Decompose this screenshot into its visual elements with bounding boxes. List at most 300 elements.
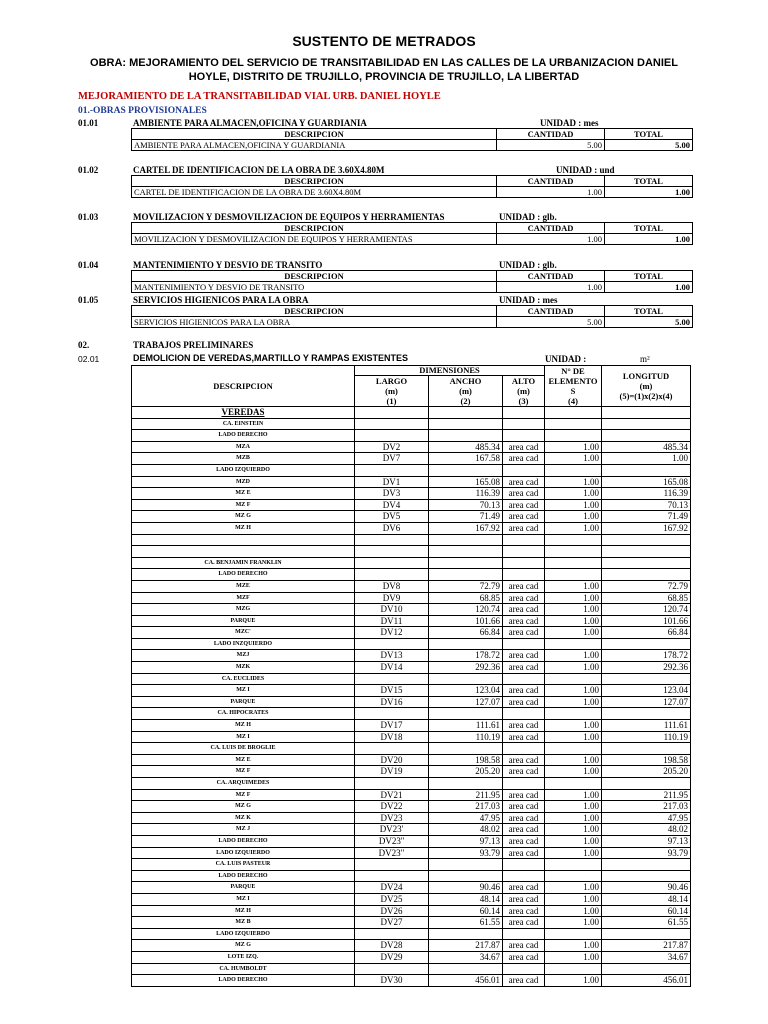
empty-cell [132,534,355,546]
empty-cell [355,407,429,419]
row-label: MZE [132,580,355,592]
section-code: 02. [78,340,90,350]
empty-cell [503,418,545,430]
row-largo: DV2 [355,441,429,453]
empty-cell [355,418,429,430]
row-label: MZG [132,604,355,616]
unit-value: glb. [542,260,557,270]
empty-cell [429,743,503,755]
row-longitud: 127.07 [602,696,691,708]
row-label: LADO IZQUIERDO [132,847,355,859]
row-ancho: 217.03 [429,801,503,813]
table-row [132,662,691,674]
row-largo: DV21 [355,789,429,801]
row-ancho: 116.39 [429,488,503,500]
empty-cell [503,870,545,882]
table-row [132,754,691,766]
item-table [131,175,693,198]
item-code: 01.01 [78,118,99,128]
empty-cell [429,859,503,871]
row-label: MZ F [132,789,355,801]
row-alto: area cad [503,476,545,488]
empty-cell [355,534,429,546]
row-label: MZ E [132,488,355,500]
empty-cell [429,673,503,685]
table-row [132,488,691,500]
empty-cell [545,638,602,650]
row-ancho: 178.72 [429,650,503,662]
row-largo: DV27 [355,917,429,929]
table-row [132,905,691,917]
row-ancho: 110.19 [429,731,503,743]
row-longitud: 66.84 [602,627,691,639]
longitud-formula: (5)=(1)x(2)x(4) [619,391,673,401]
empty-cell [545,430,602,442]
row-largo: DV8 [355,580,429,592]
row-label: MZ G [132,940,355,952]
row-elementos: 1.00 [545,453,602,465]
row-longitud: 97.13 [602,835,691,847]
empty-cell [503,557,545,569]
row-label: MZ I [132,731,355,743]
row-ancho: 123.04 [429,685,503,697]
row-elementos: 1.00 [545,580,602,592]
row-ancho: 167.92 [429,522,503,534]
row-largo: DV23 [355,812,429,824]
header-cantidad: CANTIDAD [497,129,605,140]
row-longitud: 178.72 [602,650,691,662]
row-longitud: 71.49 [602,511,691,523]
item-unit [556,165,615,175]
item-unit [499,260,557,270]
row-longitud: 61.55 [602,917,691,929]
row-ancho: 198.58 [429,754,503,766]
row-label: MZ K [132,812,355,824]
ancho-number: (2) [460,396,471,406]
empty-cell [355,464,429,476]
row-elementos: 1.00 [545,951,602,963]
row-label: PARQUE [132,696,355,708]
table-row [132,870,691,882]
table-row [132,789,691,801]
item-name: SERVICIOS HIGIENICOS PARA LA OBRA [133,295,309,305]
table-row [132,604,691,616]
row-ancho: 485.34 [429,441,503,453]
table-row [132,928,691,940]
row-label: MZ G [132,511,355,523]
table-row [132,708,691,720]
item-name: AMBIENTE PARA ALMACEN,OFICINA Y GUARDIANIA [133,118,367,128]
empty-cell [355,928,429,940]
header-elementos [545,366,602,407]
section-name: TRABAJOS PRELIMINARES [133,340,254,350]
row-elementos: 1.00 [545,975,602,987]
ancho-label: ANCHO [449,376,482,386]
table-row [132,464,691,476]
header-total: TOTAL [605,306,693,317]
row-elementos: 1.00 [545,499,602,511]
header-ancho [429,376,503,407]
item-name: MOVILIZACION Y DESMOVILIZACION DE EQUIPOS Y HERRAMIENTAS [133,212,445,222]
item-total: 1.00 [605,234,693,245]
row-ancho: 292.36 [429,662,503,674]
table-row [132,534,691,546]
item-total: 5.00 [605,317,693,328]
row-elementos: 1.00 [545,720,602,732]
header-total: TOTAL [605,176,693,187]
row-alto: area cad [503,592,545,604]
row-ancho: 90.46 [429,882,503,894]
row-label: CA. BENJAMIN FRANKLIN [132,557,355,569]
unit-value: glb. [542,212,557,222]
row-label: CA. EUCLIDES [132,673,355,685]
row-largo: DV25 [355,893,429,905]
project-title: MEJORAMIENTO DE LA TRANSITABILIDAD VIAL URB. DANIEL HOYLE [78,91,441,102]
header-cantidad: CANTIDAD [497,306,605,317]
empty-cell [355,870,429,882]
empty-cell [602,638,691,650]
row-ancho: 93.79 [429,847,503,859]
row-label: LADO DERECHO [132,569,355,581]
row-longitud: 48.02 [602,824,691,836]
item-code: 02.01 [78,354,100,364]
table-row [132,882,691,894]
item-description: AMBIENTE PARA ALMACEN,OFICINA Y GUARDIANIA [132,140,497,151]
row-elementos: 1.00 [545,731,602,743]
empty-cell [355,859,429,871]
table-row [132,522,691,534]
row-label: CA. EINSTEIN [132,418,355,430]
unit-label: UNIDAD : [545,354,587,364]
row-largo: DV11 [355,615,429,627]
row-longitud: 70.13 [602,499,691,511]
row-elementos: 1.00 [545,905,602,917]
row-ancho: 127.07 [429,696,503,708]
table-row [132,951,691,963]
row-elementos: 1.00 [545,662,602,674]
row-alto: area cad [503,905,545,917]
row-largo: DV15 [355,685,429,697]
row-alto: area cad [503,650,545,662]
row-longitud: 110.19 [602,731,691,743]
table-row [132,812,691,824]
row-longitud: 34.67 [602,951,691,963]
row-largo: DV23' [355,824,429,836]
empty-cell [429,963,503,975]
row-ancho: 211.95 [429,789,503,801]
table-row [132,453,691,465]
empty-cell [429,569,503,581]
table-row [132,592,691,604]
unit-value: mes [542,295,558,305]
row-longitud: 167.92 [602,522,691,534]
row-elementos: 1.00 [545,696,602,708]
row-alto: area cad [503,824,545,836]
header-alto [503,376,545,407]
row-alto: area cad [503,917,545,929]
row-longitud: 120.74 [602,604,691,616]
unit-label: UNIDAD : [499,212,541,222]
row-longitud: 165.08 [602,476,691,488]
row-alto: area cad [503,789,545,801]
empty-cell [503,638,545,650]
empty-cell [545,928,602,940]
largo-label: LARGO [375,376,408,386]
row-ancho: 165.08 [429,476,503,488]
table-row [132,511,691,523]
row-longitud: 1.00 [602,453,691,465]
row-elementos: 1.00 [545,789,602,801]
row-ancho: 70.13 [429,499,503,511]
table-row [132,615,691,627]
empty-cell [503,464,545,476]
row-label: MZ H [132,522,355,534]
row-label: MZ I [132,685,355,697]
table-row [132,893,691,905]
empty-cell [602,430,691,442]
table-row [132,673,691,685]
longitud-unit: (m) [639,381,653,391]
header-descripcion: DESCRIPCION [132,271,497,282]
row-longitud: 292.36 [602,662,691,674]
row-ancho: 61.55 [429,917,503,929]
empty-cell [132,546,355,558]
item-name: DEMOLICION DE VEREDAS,MARTILLO Y RAMPAS EXISTENTES [133,353,409,363]
row-longitud: 123.04 [602,685,691,697]
row-label: LADO DERECHO [132,835,355,847]
unit-label: UNIDAD : [499,260,541,270]
row-label: MZ E [132,754,355,766]
row-largo: DV10 [355,604,429,616]
row-largo: DV23" [355,847,429,859]
row-ancho: 120.74 [429,604,503,616]
item-cantidad: 1.00 [497,187,605,198]
empty-cell [429,708,503,720]
row-elementos: 1.00 [545,940,602,952]
row-alto: area cad [503,499,545,511]
alto-unit: (m) [517,386,530,396]
empty-cell [602,407,691,419]
document-title: SUSTENTO DE METRADOS [292,33,476,49]
table-row [132,696,691,708]
row-largo: DV9 [355,592,429,604]
empty-cell [602,963,691,975]
empty-cell [503,778,545,790]
table-row [132,418,691,430]
table-row [132,859,691,871]
table-row [132,476,691,488]
item-description: MOVILIZACION Y DESMOVILIZACION DE EQUIPOS Y HERRAMIENTAS [132,234,497,245]
row-label: MZ G [132,801,355,813]
item-code: 01.03 [78,212,99,222]
table-row [132,650,691,662]
empty-cell [503,534,545,546]
unit-value: und [599,165,615,175]
row-elementos: 1.00 [545,847,602,859]
row-ancho: 71.49 [429,511,503,523]
row-alto: area cad [503,835,545,847]
row-ancho: 111.61 [429,720,503,732]
row-label: MZ I [132,893,355,905]
item-code: 01.05 [78,295,99,305]
row-label: MZ H [132,905,355,917]
row-alto: area cad [503,511,545,523]
row-label: LADO DERECHO [132,975,355,987]
row-longitud: 72.79 [602,580,691,592]
item-table [131,128,693,151]
row-label: CA. LUIS DE BROGLIE [132,743,355,755]
empty-cell [503,569,545,581]
table-row [132,766,691,778]
row-elementos: 1.00 [545,627,602,639]
table-row [132,569,691,581]
empty-cell [545,963,602,975]
header-total: TOTAL [605,129,693,140]
row-longitud: 93.79 [602,847,691,859]
row-elementos: 1.00 [545,441,602,453]
empty-cell [545,418,602,430]
table-row [132,627,691,639]
table-row [132,685,691,697]
table-row [132,441,691,453]
table-row [132,580,691,592]
row-largo: DV20 [355,754,429,766]
empty-cell [503,859,545,871]
row-largo: DV23'' [355,835,429,847]
item-table [131,305,693,328]
table-row [132,407,691,419]
row-largo: DV1 [355,476,429,488]
empty-cell [545,870,602,882]
row-label: MZJ [132,650,355,662]
empty-cell [545,546,602,558]
item-total: 5.00 [605,140,693,151]
table-row [132,963,691,975]
row-longitud: 90.46 [602,882,691,894]
item-unit [540,118,599,128]
empty-cell [355,778,429,790]
row-ancho: 456.01 [429,975,503,987]
empty-cell [602,870,691,882]
empty-cell [545,743,602,755]
row-label: CA. HUMBOLDT [132,963,355,975]
empty-cell [602,778,691,790]
empty-cell [545,778,602,790]
elementos-number: (4) [568,396,578,406]
row-label: MZB [132,453,355,465]
table-row [132,546,691,558]
ancho-unit: (m) [459,386,472,396]
row-alto: area cad [503,766,545,778]
empty-cell [545,673,602,685]
empty-cell [429,418,503,430]
empty-cell [355,569,429,581]
header-descripcion: DESCRIPCION [132,223,497,234]
row-largo: DV24 [355,882,429,894]
row-elementos: 1.00 [545,766,602,778]
row-ancho: 68.85 [429,592,503,604]
header-total: TOTAL [605,223,693,234]
empty-cell [429,928,503,940]
empty-cell [503,430,545,442]
table-row [132,720,691,732]
empty-cell [602,928,691,940]
row-longitud: 60.14 [602,905,691,917]
empty-cell [503,407,545,419]
header-cantidad: CANTIDAD [497,223,605,234]
table-row [132,778,691,790]
row-alto: area cad [503,696,545,708]
unit-value: m² [640,354,650,364]
row-alto: area cad [503,604,545,616]
row-largo: DV16 [355,696,429,708]
row-largo: DV17 [355,720,429,732]
row-longitud: 116.39 [602,488,691,500]
row-alto: area cad [503,812,545,824]
row-alto: area cad [503,441,545,453]
row-elementos: 1.00 [545,893,602,905]
empty-cell [355,430,429,442]
item-table [131,270,693,293]
row-alto: area cad [503,453,545,465]
row-ancho: 101.66 [429,615,503,627]
empty-cell [503,708,545,720]
unit-label: UNIDAD : [556,165,598,175]
empty-cell [503,546,545,558]
row-longitud: 101.66 [602,615,691,627]
row-label: LADO DERECHO [132,430,355,442]
item-cantidad: 5.00 [497,140,605,151]
table-row [132,847,691,859]
row-alto: area cad [503,580,545,592]
row-elementos: 1.00 [545,754,602,766]
table-row [132,743,691,755]
item-description: CARTEL DE IDENTIFICACION DE LA OBRA DE 3.60X4.80M [132,187,497,198]
table-row [132,731,691,743]
row-largo: DV22 [355,801,429,813]
row-longitud: 485.34 [602,441,691,453]
table-row [132,940,691,952]
header-descripcion: DESCRIPCION [132,306,497,317]
empty-cell [503,963,545,975]
row-label: CA. ARQUIMEDES [132,778,355,790]
row-alto: area cad [503,893,545,905]
item-name: MANTENIMIENTO Y DESVIO DE TRANSITO [133,260,323,270]
row-alto: area cad [503,685,545,697]
empty-cell [602,743,691,755]
table-row [132,917,691,929]
empty-cell [429,407,503,419]
row-alto: area cad [503,731,545,743]
item-cantidad: 1.00 [497,234,605,245]
row-longitud: 48.14 [602,893,691,905]
empty-cell [602,708,691,720]
row-ancho: 97.13 [429,835,503,847]
table-row [132,499,691,511]
table-row [132,975,691,987]
row-ancho: 48.02 [429,824,503,836]
row-largo: DV4 [355,499,429,511]
row-elementos: 1.00 [545,801,602,813]
item-description: SERVICIOS HIGIENICOS PARA LA OBRA [132,317,497,328]
unit-label: UNIDAD : [540,118,582,128]
empty-cell [429,870,503,882]
item-description: MANTENIMIENTO Y DESVIO DE TRANSITO [132,282,497,293]
header-total: TOTAL [605,271,693,282]
header-descripcion: DESCRIPCION [132,366,355,407]
row-longitud: 198.58 [602,754,691,766]
row-largo: DV26 [355,905,429,917]
